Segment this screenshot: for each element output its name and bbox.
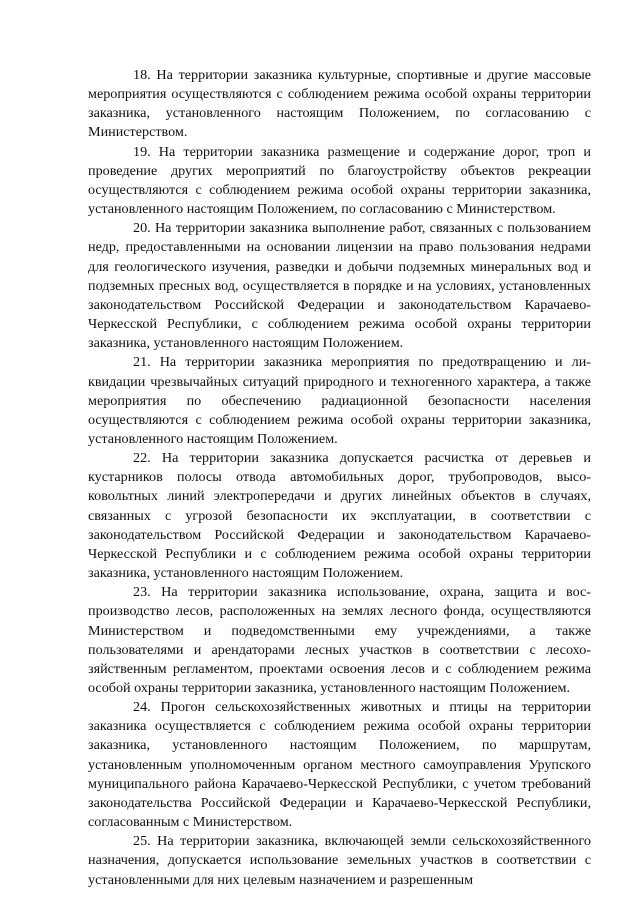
paragraph-22: 22. На территории заказника допускается расчистка от деревьев и кустарников полосы отвода автомобильных дорог, трубопроводов, высоковольтных линий электропередачи и других линейных объектов в случаях, связанных с угрозой безопасности их эксплуатации, в соответствии с законодательством Российской Федерации и законодательством Карачаево-Черкесской Республики и с соблюдением режима особой охраны территории заказника, установленного настоящим Положением.	[88, 450, 591, 582]
paragraph-24: 24. Прогон сельскохозяйственных животных и птицы на территории заказника осуществляется с соблюдением режима особой охраны территории заказника, установленного настоящим Положением, по маршрутам, установленным уполномоченным органом местного самоуправления Урупского муниципального района Карачаево-Черкесской Республики, с учетом требований законодательства Российской Федерации и Карачаево-Черкесской Республики, согласованным с Министерством.	[88, 699, 591, 831]
paragraph-18: 18. На территории заказника культурные, спортивные и другие массовые мероприятия осуществляются с соблюдением режима особой охраны территории заказника, установленного настоящим Положением, по согласованию с Министерством.	[88, 67, 591, 141]
paragraph-25: 25. На территории заказника, включающей земли сельскохозяйственного назначения, допускается использование земельных участков в соответствии с установленными для них целевым назначением и разрешенным	[88, 833, 591, 888]
paragraph-21: 21. На территории заказника мероприятия по предотвращению и ликвидации чрезвычайных ситуаций природного и техногенного характера, а также мероприятия по обеспечению радиационной безопасности населения осуществляются с соблюдением режима особой охраны территории заказника, установленного настоящим Положением.	[88, 354, 591, 447]
paragraph-23: 23. На территории заказника использование, охрана, защита и воспроизводство лесов, расположенных на землях лесного фонда, осуществляются Министерством и подведомственными ему учреждениями, а также пользователями и арендаторами лесных участков в соответствии с лесохозяйственным регламентом, проектами освоения лесов и с соблюдением режима особой охраны территории заказника, установленного настоящим Положением.	[88, 584, 591, 696]
paragraph-20: 20. На территории заказника выполнение работ, связанных с пользованием недр, предоставленными на основании лицензии на право пользования недрами для геологического изучения, разведки и добычи подземных минеральных вод и подземных пресных вод, осуществляется в порядке и на условиях, установленных законодательством Российской Федерации и законодательством Карачаево-Черкесской Республики, с соблюдением режима особой охраны территории заказника, установленного настоящим Положением.	[88, 220, 591, 352]
paragraph-19: 19. На территории заказника размещение и содержание дорог, троп и проведение других мероприятий по благоустройству объектов рекреации осуществляются с соблюдением режима особой охраны территории заказника, установленного настоящим Положением, по согласованию с Министерством.	[88, 143, 591, 218]
